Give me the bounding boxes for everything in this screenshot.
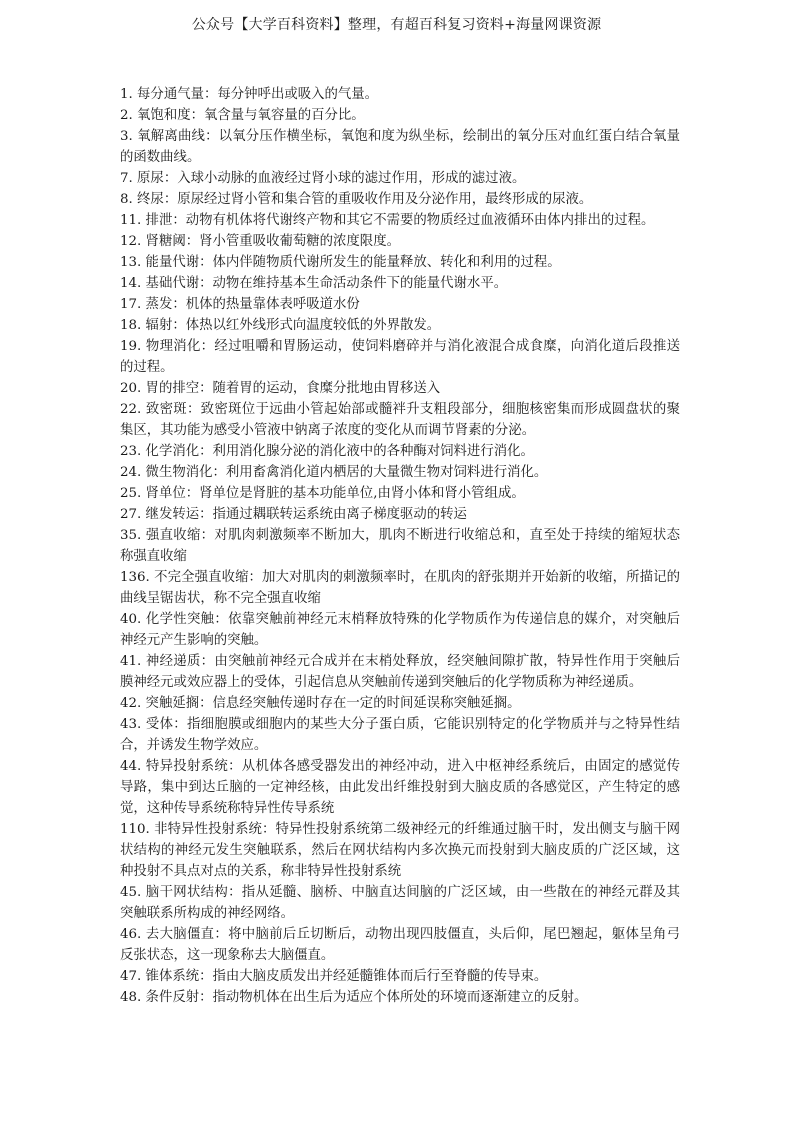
glossary-entry: 46. 去大脑僵直：将中脑前后丘切断后，动物出现四肢僵直，头后仰，尾巴翘起，躯体呈角弓反张状态，这一现象称去大脑僵直。 xyxy=(120,927,680,963)
glossary-entry: 18. 辐射：体热以红外线形式向温度较低的外界散发。 xyxy=(120,318,441,333)
glossary-entry: 12. 肾糖阈：肾小管重吸收葡萄糖的浓度限度。 xyxy=(120,234,400,249)
glossary-entry: 47. 锥体系统：指由大脑皮质发出并经延髓锥体而后行至脊髓的传导束。 xyxy=(120,969,548,984)
glossary-entry: 110. 非特异性投射系统：特异性投射系统第二级神经元的纤维通过脑干时，发出侧支与脑干网状结构的神经元发生突触联系，然后在网状结构内多次换元而投射到大脑皮质的广泛区域，这种投射不具点对点的关系，称非特异性投射系统 xyxy=(120,822,680,879)
glossary-entry: 17. 蒸发：机体的热量靠体表呼吸道水份 xyxy=(120,297,360,312)
glossary-entry: 7. 原尿：入球小动脉的血液经过肾小球的滤过作用，形成的滤过液。 xyxy=(120,171,526,186)
glossary-entry: 22. 致密斑：致密斑位于远曲小管起始部或髓袢升支粗段部分，细胞核密集而形成圆盘状的聚集区，其功能为感受小管液中钠离子浓度的变化从而调节肾素的分泌。 xyxy=(120,402,680,438)
glossary-entry: 13. 能量代谢：体内伴随物质代谢所发生的能量释放、转化和利用的过程。 xyxy=(120,255,561,270)
glossary-entry: 40. 化学性突触：依靠突触前神经元末梢释放特殊的化学物质作为传递信息的媒介，对突触后神经元产生影响的突触。 xyxy=(120,612,680,648)
glossary-entry: 8. 终尿：原尿经过肾小管和集合管的重吸收作用及分泌作用，最终形成的尿液。 xyxy=(120,192,593,207)
glossary-entry: 23. 化学消化：利用消化腺分泌的消化液中的各种酶对饲料进行消化。 xyxy=(120,444,534,459)
glossary-entry: 44. 特异投射系统：从机体各感受器发出的神经冲动，进入中枢神经系统后，由固定的感觉传导路，集中到达丘脑的一定神经核，由此发出纤维投射到大脑皮质的各感觉区，产生特定的感觉，这种传导系统称特异性传导系统 xyxy=(120,759,680,816)
glossary-entry: 45. 脑干网状结构：指从延髓、脑桥、中脑直达间脑的广泛区域，由一些散在的神经元群及其突触联系所构成的神经网络。 xyxy=(120,885,680,921)
page-header: 公众号【大学百科资料】整理，有超百科复习资料+海量网课资源 xyxy=(191,17,602,33)
glossary-entry: 27. 继发转运：指通过耦联转运系统由离子梯度驱动的转运 xyxy=(120,507,467,522)
glossary-entry: 2. 氧饱和度：氧含量与氧容量的百分比。 xyxy=(120,108,365,123)
glossary-entry: 35. 强直收缩：对肌肉刺激频率不断加大，肌肉不断进行收缩总和，直至处于持续的缩短状态称强直收缩 xyxy=(120,528,680,564)
glossary-entry: 43. 受体：指细胞膜或细胞内的某些大分子蛋白质，它能识别特定的化学物质并与之特异性结合，并诱发生物学效应。 xyxy=(120,717,680,753)
glossary-list xyxy=(120,84,680,1008)
glossary-entry: 136. 不完全强直收缩：加大对肌肉的刺激频率时，在肌肉的舒张期并开始新的收缩，所描记的曲线呈锯齿状，称不完全强直收缩 xyxy=(120,570,680,606)
glossary-entry: 48. 条件反射：指动物机体在出生后为适应个体所处的环境而逐渐建立的反射。 xyxy=(120,990,588,1005)
glossary-entry: 14. 基础代谢：动物在维持基本生命活动条件下的能量代谢水平。 xyxy=(120,276,508,291)
glossary-entry: 25. 肾单位：肾单位是肾脏的基本功能单位,由肾小体和肾小管组成。 xyxy=(120,486,525,501)
glossary-entry: 42. 突触延搁：信息经突触传递时存在一定的时间延误称突触延搁。 xyxy=(120,696,521,711)
glossary-entry: 19. 物理消化：经过咀嚼和胃肠运动，使饲料磨碎并与消化液混合成食糜，向消化道后段推送的过程。 xyxy=(120,339,680,375)
glossary-entry: 24. 微生物消化：利用畜禽消化道内栖居的大量微生物对饲料进行消化。 xyxy=(120,465,548,480)
glossary-entry: 3. 氧解离曲线：以氧分压作横坐标，氧饱和度为纵坐标，绘制出的氧分压对血红蛋白结合氧量的函数曲线。 xyxy=(120,129,680,165)
glossary-entry: 41. 神经递质：由突触前神经元合成并在末梢处释放，经突触间隙扩散，特异性作用于突触后膜神经元或效应器上的受体，引起信息从突触前传递到突触后的化学物质称为神经递质。 xyxy=(120,654,680,690)
glossary-entry: 1. 每分通气量：每分钟呼出或吸入的气量。 xyxy=(120,87,379,102)
glossary-entry: 20. 胃的排空：随着胃的运动，食糜分批地由胃移送入 xyxy=(120,381,441,396)
glossary-entry: 11. 排泄：动物有机体将代谢终产物和其它不需要的物质经过血液循环由体内排出的过程。 xyxy=(120,213,655,228)
